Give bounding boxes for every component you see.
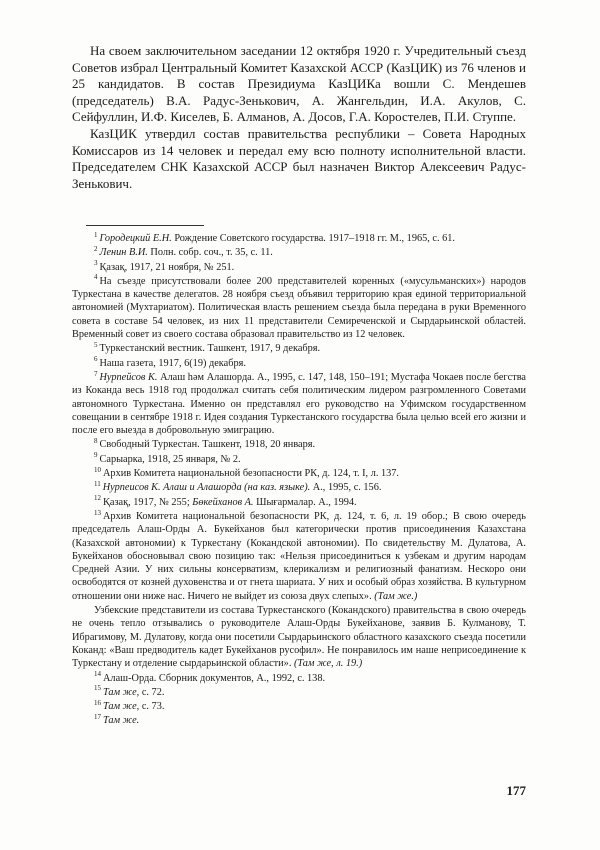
footnote — [72, 261, 526, 274]
footnote-number: 12 — [94, 494, 101, 503]
footnote-author: Ленин В.И. — [99, 247, 148, 259]
footnote-number: 10 — [94, 465, 101, 474]
footnote — [72, 496, 526, 509]
footnote — [72, 453, 526, 466]
footnote — [72, 510, 526, 603]
footnote-text: Свободный Туркестан. Ташкент, 1918, 20 января. — [99, 439, 316, 451]
footnote-text: А., 1995, с. 156. — [310, 482, 382, 494]
footnote-number: 1 — [94, 230, 98, 239]
footnote-number: 16 — [94, 698, 101, 707]
footnote-author: Там же, — [103, 701, 140, 713]
footnote-text: Узбекские представители из состава Туркестанского (Кокандского) правительства в свою очередь не очень тепло отзывались о руководителе Алаш-Орды Букейханове, заявив Б. Кулманову, Т. Ибрагимову, М. Дулатову, когда они посетили Сырдарьинского областного казахского съезда посетили Коканд: «Ваш предводитель кадет Букейханов русофил». Не понравилось им наше неприсоединение к Туркестану и отделение сырдарьинской области». — [72, 605, 526, 670]
footnote-number: 17 — [94, 712, 101, 721]
footnote-text: Наша газета, 1917, 6(19) декабря. — [99, 357, 246, 369]
footnote-author: Там же, — [103, 686, 140, 698]
footnote-text: Шығармалар. А., 1994. — [253, 496, 357, 508]
footnote-author: Городецкий Е.Н. — [99, 233, 172, 244]
footnote-number: 6 — [94, 355, 98, 364]
footnote — [72, 371, 526, 437]
footnote — [72, 357, 526, 370]
footnote-author: Нурпеисов К. Алаш и Алашорда (на каз. языке). — [102, 482, 311, 494]
footnote-number: 13 — [94, 508, 101, 517]
footnote-text: Алаш һәм Алашорда. А., 1995, с. 147, 148, 150–191; Мустафа Чокаев после бегства из Коканда весь 1918 год продолжал считать себя политическим лидером разгромленного Советами автономного Туркестана. Именно он представлял его руководство на Уфимском государственном совещании в сентябре 1918 г. Идея создания Туркестанского государства была целью всей его жизни и после его выезда в добровольную эмиграцию. — [72, 371, 526, 437]
footnote — [72, 342, 526, 355]
footnote-number: 7 — [94, 369, 98, 378]
main-text — [72, 43, 526, 192]
main-paragraph: КазЦИК утвердил состав правительства республики – Совета Народных Комиссаров из 14 человек и передал ему всю полноту исполнительной власти. Председателем СНК Казахской АССР был назначен Виктор Алексеевич Радус-Зенькович. — [72, 125, 526, 191]
footnote-text: Қазақ, 1917, 21 ноября, № 251. — [99, 261, 235, 273]
footnote-text: Алаш-Орда. Сборник документов, А., 1992, с. 138. — [103, 672, 326, 684]
footnote-text: Рождение Советского государства. 1917–1918 гг. М., 1965, с. 61. — [171, 233, 456, 244]
footnote — [72, 438, 526, 451]
footnote-text: На съезде присутствовали более 200 представителей коренных («мусульманских») народов Туркестана в качестве делегатов. 28 ноября съезд объявил территорию края единой территориальной автономией (Мухтариатом). Политическая власть решением съезда была передана в руки Временного совета в составе 54 человек, из них 11 представители Семиреченской и Сырдарьинской областей. Временный совет из своего состава образовал правительство из 12 человек. — [72, 275, 526, 341]
footnote-number: 11 — [94, 479, 101, 488]
footnote-text: Архив Комитета национальной безопасности РК, д. 124, т. I, л. 137. — [103, 468, 400, 480]
footnote-author: Там же. — [103, 715, 140, 727]
footnote — [72, 672, 526, 685]
footnote-number: 15 — [94, 684, 101, 693]
footnote-reference: (Там же.) — [371, 590, 418, 602]
page-number: 177 — [506, 783, 526, 798]
footnote-number: 3 — [94, 259, 98, 268]
footnote — [72, 714, 526, 727]
footnote — [72, 686, 526, 699]
footnote-number: 8 — [94, 437, 98, 446]
footnote-author: Нурпейсов К. — [99, 371, 158, 383]
footnote — [72, 481, 526, 494]
footnote-text: Полн. собр. соч., т. 35, с. 11. — [147, 247, 273, 259]
footnote-number: 2 — [94, 244, 98, 253]
footnote-text: Архив Комитета национальной безопасности РК, д. 124, т. 6, л. 19 обор.; В свою очередь председатель Алаш-Орды А. Букейханов был категорически против присоединения Казахстана (Казахской автономии) к Туркестану (Кокандской автономии). По свидетельству М. Дулатова, А. Букейханов обосновывал свою позицию так: «Нельзя присоединиться к узбекам и другим народам Средней Азии. У них сильны консерватизм, клерикализм и религиозный фанатизм. Нескоро они освободятся от козней духовенства и от гнета шариата. У них и особый образ хозяйства. В культурном отношении они ниже нас. Ничего не выйдет из союза двух слепых». — [72, 510, 526, 602]
footnote-text: с. 73. — [139, 701, 165, 713]
footnote-number: 5 — [94, 340, 98, 349]
footnote-number: 4 — [94, 273, 98, 282]
footnote — [72, 467, 526, 480]
footnote — [72, 275, 526, 341]
footnote — [72, 246, 526, 259]
footnote-text: Сарыарка, 1918, 25 января, № 2. — [99, 453, 241, 465]
footnote-number: 14 — [94, 670, 101, 679]
footnote-text: с. 72. — [139, 686, 165, 698]
footnote-separator — [86, 225, 204, 226]
footnote-number: 9 — [94, 451, 98, 460]
main-paragraph: На своем заключительном заседании 12 октября 1920 г. Учредительный съезд Советов избрал Центральный Комитет Казахской АССР (КазЦИК) из 76 членов и 25 кандидатов. В состав Президиума КазЦИКа вошли С. Мендешев (председатель) В.А. Радус-Зенькович, А. Жангельдин, И.А. Акулов, С. Сейфуллин, И.Ф. Киселев, Б. Алманов, А. Досов, Г.А. Коростелев, П.И. Ступпе. — [72, 43, 526, 125]
footnote-author: Бөкейханов А. — [192, 496, 254, 508]
footnotes — [72, 232, 526, 729]
footnote-text: Қазақ, 1917, № 255; — [103, 496, 193, 508]
footnote-text: Туркестанский вестник. Ташкент, 1917, 9 декабря. — [99, 343, 321, 355]
footnote — [72, 232, 526, 245]
footnote — [72, 700, 526, 713]
footnote-reference: (Там же, л. 19.) — [291, 658, 363, 670]
footnote — [72, 604, 526, 670]
